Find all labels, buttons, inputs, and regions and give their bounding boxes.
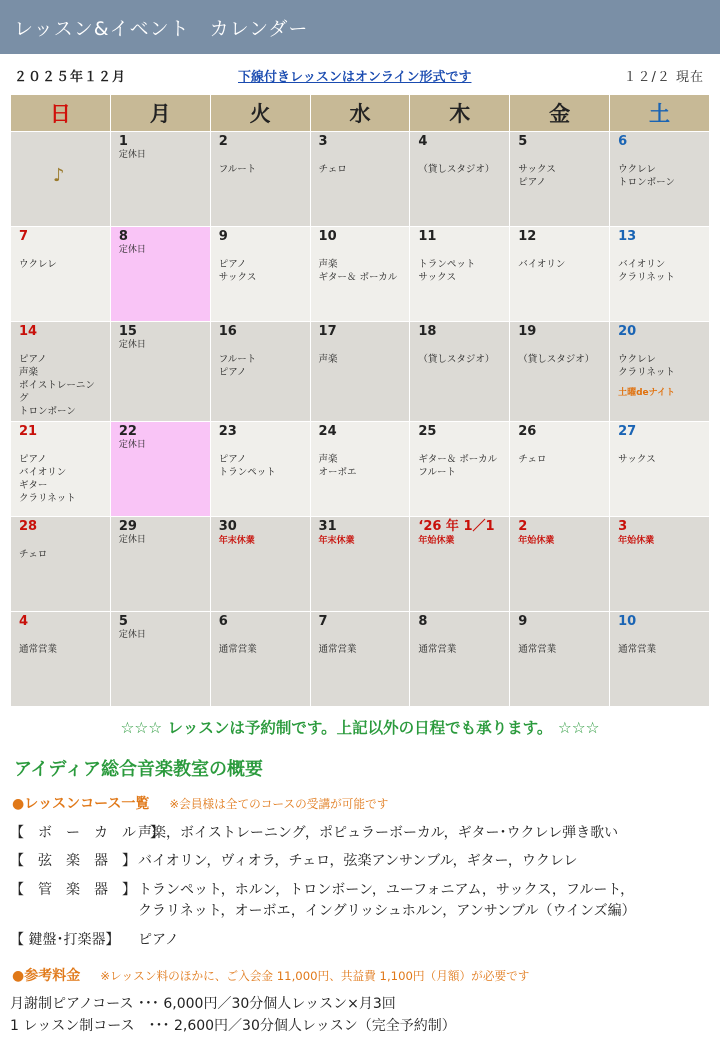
lesson-list: トランペット サックス [418,259,476,283]
day-number: 3 [318,134,328,149]
course-row-strings [10,850,578,870]
calendar-day-cell[interactable] [610,612,710,707]
calendar-day-cell[interactable] [11,322,111,422]
course-text: トランペット，ホルン，トロンボーン，ユーフォニアム，サックス，フルート， [138,882,635,898]
day-number: 26 [518,424,537,439]
closed-day-label: 定休日 [118,340,146,350]
lesson-list: ピアノ 声楽 ボイストレーニング トロンボーン [19,354,95,417]
day-number: 11 [418,229,437,244]
calendar-week-row [11,227,710,322]
calendar-day-cell[interactable] [210,322,310,422]
day-number: 25 [418,424,437,439]
lesson-list: チェロ [518,454,547,465]
day-number: 29 [118,519,137,534]
lesson-list: フルート ピアノ [218,354,257,378]
calendar-week-row [11,422,710,517]
calendar-day-cell[interactable] [410,517,510,612]
day-number: 9 [218,229,228,244]
day-number: 12 [518,229,537,244]
calendar-day-cell[interactable] [510,612,610,707]
lesson-list: 声楽 ギター＆ ボーカル [318,259,398,283]
course-title: ●レッスンコース一覧 [12,796,150,812]
lesson-list: ウクレレ トロンボーン [618,164,675,188]
calendar-day-cell[interactable] [11,517,111,612]
holiday-label: 年始休業 [618,536,655,546]
day-number: 14 [19,324,38,339]
lesson-list: ピアノ サックス [218,259,257,283]
calendar-day-cell[interactable] [510,517,610,612]
course-row-winds [10,879,634,899]
calendar-day-cell[interactable] [210,422,310,517]
course-row-vocal [10,822,618,842]
day-number: 13 [618,229,637,244]
closed-day-label: 定休日 [118,245,146,255]
day-number: 6 [218,614,228,629]
lesson-list: （貸しスタジオ） [418,164,495,175]
calendar-day-cell[interactable] [610,422,710,517]
lesson-list: チェロ [19,549,48,560]
day-number: 6 [618,134,628,149]
calendar-day-cell[interactable] [11,132,111,227]
weekday-thu: 木 [410,95,510,132]
calendar-week-row [11,132,710,227]
calendar-table [10,94,710,707]
day-number: 5 [118,614,128,629]
page-title: レッスン&イベント カレンダー [14,18,309,40]
lesson-list: バイオリン クラリネット [618,259,675,283]
course-text: バイオリン，ヴィオラ，チェロ，弦楽アンサンブル，ギター，ウクレレ [138,853,578,869]
reservation-banner: ☆☆☆ レッスンは予約制です。上記以外の日程でも承ります。 ☆☆☆ [120,719,600,737]
day-number: 7 [318,614,328,629]
calendar-day-cell[interactable] [510,322,610,422]
calendar-week-row [11,322,710,422]
holiday-label: 年始休業 [518,536,555,546]
course-label: 【 弦 楽 器 】 [10,853,136,869]
lesson-list: ピアノ バイオリン ギター クラリネット [19,454,76,504]
course-label: 【 ボ ー カ ル 】 [10,825,164,841]
calendar-day-cell[interactable] [310,132,410,227]
course-label: 【 鍵盤･打楽器】 [10,932,120,948]
calendar-day-cell[interactable] [410,612,510,707]
calendar-day-cell[interactable] [410,227,510,322]
day-number: 27 [618,424,637,439]
day-number: 10 [618,614,637,629]
day-number: 19 [518,324,537,339]
day-number: 3 [618,519,628,534]
lesson-list: サックス [618,454,656,465]
fee-section-title [12,965,529,985]
calendar-day-cell[interactable] [610,322,710,422]
lesson-list: サックス ピアノ [518,164,556,188]
lesson-list: バイオリン [518,259,566,270]
day-number: 23 [218,424,237,439]
calendar-day-cell[interactable] [410,322,510,422]
lesson-list: 通常営業 [518,644,557,655]
course-row-keyboard [10,929,179,949]
day-number: 22 [118,424,137,439]
day-number: 10 [318,229,337,244]
lesson-list: 声楽 [318,354,338,365]
holiday-label: 年末休業 [318,536,355,546]
fee-note: ※レッスン料のほかに、ご入会金 11,000円、共益費 1,100円（月額）が必要です [100,969,530,983]
weekday-mon: 月 [110,95,210,132]
closed-day-label: 定休日 [118,630,146,640]
lesson-list: フルート [218,164,257,175]
day-number: 20 [618,324,637,339]
calendar-day-cell[interactable] [11,612,111,707]
calendar-day-cell[interactable] [310,517,410,612]
calendar-day-cell[interactable] [110,517,210,612]
day-number: 8 [118,229,128,244]
online-note-link[interactable]: 下線付きレッスンはオンライン形式です [238,70,472,85]
day-number: 2 [218,134,228,149]
lesson-list: 声楽 オーボエ [318,454,357,478]
holiday-label: 年末休業 [218,536,255,546]
calendar-week-row [11,517,710,612]
lesson-list: 通常営業 [19,644,58,655]
calendar-day-cell[interactable] [110,612,210,707]
title-bar [0,0,720,54]
day-number: 5 [518,134,528,149]
calendar-day-cell[interactable] [110,322,210,422]
calendar-day-cell[interactable] [410,132,510,227]
fee-row-single: 1 レッスン制コース ･･･ 2,600円／30分個人レッスン（完全予約制） [10,1018,456,1034]
calendar-day-cell[interactable] [310,612,410,707]
calendar-day-cell[interactable] [610,132,710,227]
lesson-list: ピアノ トランペット [218,454,276,478]
day-number: 4 [19,614,29,629]
course-text: 声楽，ボイストレーニング，ポピュラーボーカル，ギター･ウクレレ弾き歌い [138,825,619,841]
calendar-day-cell[interactable] [11,422,111,517]
fee-row-monthly: 月謝制ピアノコース ･･･ 6,000円／30分個人レッスン×月3回 [10,996,396,1012]
overview-title: アイディア総合音楽教室の概要 [14,759,263,780]
calendar-day-cell[interactable] [510,227,610,322]
day-number: 8 [418,614,428,629]
course-section-title [12,793,388,813]
holiday-label: 年始休業 [418,536,455,546]
day-number: 1 [118,134,128,149]
lesson-list: 通常営業 [218,644,257,655]
calendar-day-cell[interactable] [210,227,310,322]
day-number: 9 [518,614,528,629]
weekday-tue: 火 [210,95,310,132]
course-text: ピアノ [138,932,179,948]
day-number: 24 [318,424,337,439]
calendar-day-cell[interactable] [510,422,610,517]
calendar-day-cell[interactable] [110,227,210,322]
day-number: 2 [518,519,528,534]
calendar-day-cell[interactable] [11,227,111,322]
course-note: ※会員様は全てのコースの受講が可能です [169,797,389,811]
calendar-day-cell[interactable] [210,132,310,227]
day-number: 21 [19,424,38,439]
lesson-list: 通常営業 [318,644,357,655]
weekday-fri: 金 [510,95,610,132]
lesson-list: ウクレレ [19,259,57,270]
lesson-list: チェロ [318,164,347,175]
lesson-list: 通常営業 [618,644,657,655]
lesson-list: （貸しスタジオ） [418,354,495,365]
calendar-day-cell[interactable] [610,517,710,612]
day-number: ‘26 年 1／1 [418,519,495,534]
weekday-header-row [11,95,710,132]
music-note-icon: ♪ [53,165,65,186]
day-number: 28 [19,519,38,534]
course-label: 【 管 楽 器 】 [10,882,136,898]
weekday-wed: 水 [310,95,410,132]
calendar-day-cell[interactable] [210,612,310,707]
as-of-date: １２/２ 現在 [623,70,704,85]
day-number: 31 [318,519,337,534]
day-number: 15 [118,324,137,339]
closed-day-label: 定休日 [118,150,146,160]
lesson-list: ギター＆ ボーカル フルート [418,454,498,478]
calendar-day-cell[interactable] [410,422,510,517]
lesson-list: （貸しスタジオ） [518,354,595,365]
calendar-day-cell[interactable] [110,422,210,517]
calendar-day-cell[interactable] [310,227,410,322]
course-row-winds-cont: クラリネット，オーボエ，イングリッシュホルン，アンサンブル（ウインズ編） [138,903,636,919]
weekday-sat: 土 [610,95,710,132]
calendar-day-cell[interactable] [210,517,310,612]
calendar-day-cell[interactable] [310,422,410,517]
fee-title: ●参考料金 [12,968,81,984]
day-number: 17 [318,324,337,339]
lesson-list: ウクレレ クラリネット [618,354,675,378]
year-month: ２０２５年１２月 [14,70,127,85]
special-event-label[interactable]: 土曜deナイト [618,388,675,398]
day-number: 18 [418,324,437,339]
calendar-day-cell[interactable] [510,132,610,227]
calendar-day-cell[interactable] [110,132,210,227]
day-number: 4 [418,134,428,149]
lesson-list: 通常営業 [418,644,457,655]
day-number: 16 [218,324,237,339]
day-number: 7 [19,229,29,244]
calendar-day-cell[interactable] [610,227,710,322]
closed-day-label: 定休日 [118,440,146,450]
day-number: 30 [218,519,237,534]
closed-day-label: 定休日 [118,535,146,545]
calendar-week-row [11,612,710,707]
weekday-sun: 日 [11,95,111,132]
calendar-day-cell[interactable] [310,322,410,422]
